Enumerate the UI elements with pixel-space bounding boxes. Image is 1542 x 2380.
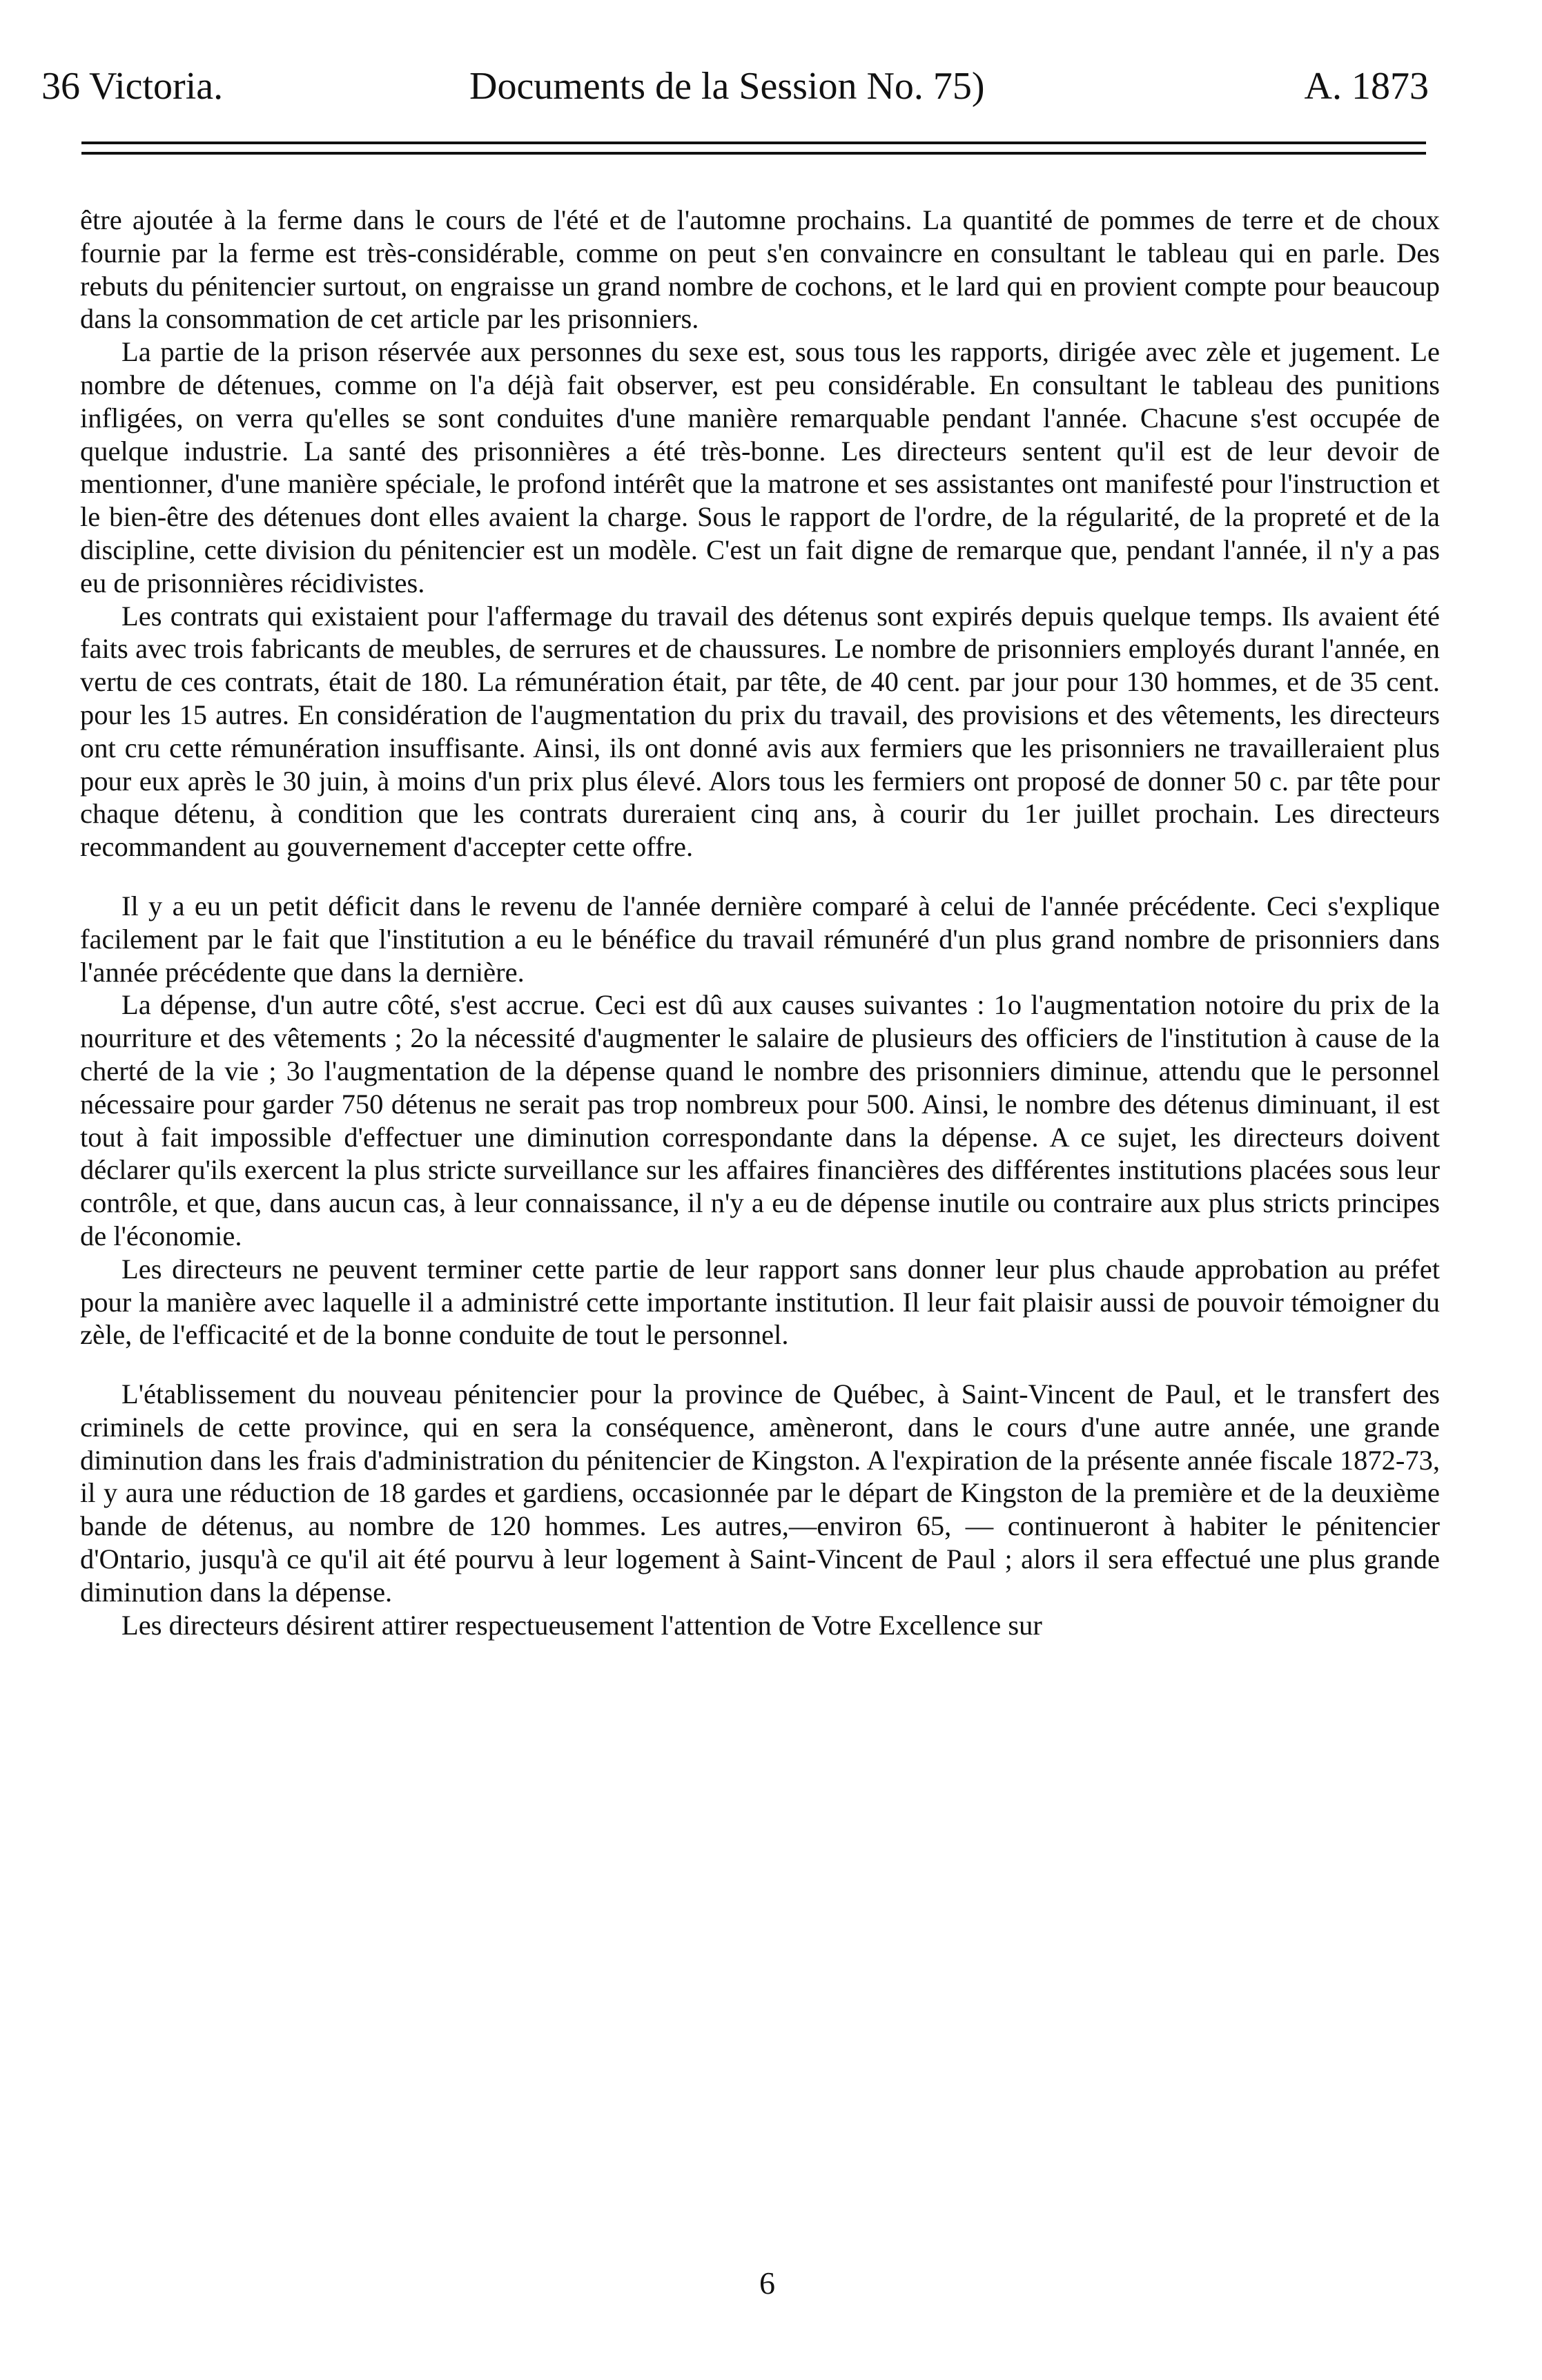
paragraph: L'établissement du nouveau pénitencier pour la province de Québec, à Saint-Vincent de Paul, et le transfert des criminels de cette province, qui en sera la conséquence, amèneront, dans le cours d'une autre année, une grande diminution dans les frais d'administration du pénitencier de Kingston. A l'expiration de la présente année fiscale 1872-73, il y aura une réduction de 18 gardes et gardiens, occasionnée par le départ de Kingston de la première et de la deuxième bande de détenus, au nombre de 120 hommes. Les autres,—environ 65, — continueront à habiter le pénitencier d'Ontario, jusqu'à ce qu'il ait été pourvu à leur logement à Saint-Vincent de Paul ; alors il sera effectué une plus grande diminution dans la dépense.	[80, 1378, 1440, 1608]
header-year: A. 1873	[1304, 65, 1429, 108]
header-rule-top	[81, 142, 1426, 144]
header-rule-bottom	[81, 152, 1426, 155]
paragraph: Les directeurs désirent attirer respectueusement l'attention de Votre Excellence sur	[121, 1609, 1042, 1641]
paragraph: La dépense, d'un autre côté, s'est accrue. Ceci est dû aux causes suivantes : 1o l'augmentation notoire du prix de la nourriture et des vêtements ; 2o la nécessité d'augmenter le salaire de plusieurs des officiers de l'institution à cause de la cherté de la vie ; 3o l'augmentation de la dépense quand le nombre des prisonniers diminue, attendu que le personnel nécessaire pour garder 750 détenus ne serait pas trop nombreux pour 500. Ainsi, le nombre des détenus diminuant, il est tout à fait impossible d'effectuer une diminution correspondante dans la dépense. A ce sujet, les directeurs doivent déclarer qu'ils exercent la plus stricte surveillance sur les affaires financières des différentes institutions placées sous leur contrôle, et que, dans aucun cas, à leur connaissance, il n'y a eu de dépense inutile ou contraire aux plus stricts principes de l'économie.	[80, 989, 1440, 1251]
paragraph: Les directeurs ne peuvent terminer cette partie de leur rapport sans donner leur plus chaude approbation au préfet pour la manière avec laquelle il a administré cette importante institution. Il leur fait plaisir aussi de pouvoir témoigner du zèle, de l'efficacité et de la bonne conduite de tout le personnel.	[80, 1253, 1440, 1351]
page-number: 6	[759, 2265, 775, 2301]
paragraph: Il y a eu un petit déficit dans le revenu de l'année dernière comparé à celui de l'année précédente. Ceci s'explique facilement par le fait que l'institution a eu le bénéfice du travail rémunéré d'un plus grand nombre de prisonniers dans l'année précédente que dans la dernière.	[80, 890, 1440, 988]
paragraph: Les contrats qui existaient pour l'affermage du travail des détenus sont expirés depuis quelque temps. Ils avaient été faits avec trois fabricants de meubles, de serrures et de chaussures. Le nombre de prisonniers employés durant l'année, en vertu de ces contrats, était de 180. La rémunération était, par tête, de 40 cent. par jour pour 130 hommes, et de 35 cent. pour les 15 autres. En considération de l'augmentation du prix du travail, des provisions et des vêtements, les directeurs ont cru cette rémunération insuffisante. Ainsi, ils ont donné avis aux fermiers que les prisonniers ne travailleraient plus pour eux après le 30 juin, à moins d'un prix plus élevé. Alors tous les fermiers ont proposé de donner 50 c. par tête pour chaque détenu, à condition que les contrats dureraient cinq ans, à courir du 1er juillet prochain. Les directeurs recommandent au gouvernement d'accepter cette offre.	[80, 600, 1440, 863]
paragraph: La partie de la prison réservée aux personnes du sexe est, sous tous les rapports, dirigée avec zèle et jugement. Le nombre de détenues, comme on l'a déjà fait observer, est peu considérable. En consultant le tableau des punitions infligées, on verra qu'elles se sont conduites d'une manière remarquable pendant l'année. Chacune s'est occupée de quelque industrie. La santé des prisonnières a été très-bonne. Les directeurs sentent qu'il est de leur devoir de mentionner, d'une manière spéciale, le profond intérêt que la matrone et ses assistantes ont manifesté pour l'instruction et le bien-être des détenues dont elles avaient la charge. Sous le rapport de l'ordre, de la régularité, de la propreté et de la discipline, cette division du pénitencier est un modèle. C'est un fait digne de remarque que, pendant l'année, il n'y a pas eu de prisonnières récidivistes.	[80, 336, 1440, 598]
header-volume: 36 Victoria.	[41, 65, 224, 108]
body-text	[80, 204, 1440, 1641]
header-document-title: Documents de la Session No. 75)	[469, 65, 985, 108]
paragraph: être ajoutée à la ferme dans le cours de l'été et de l'automne prochains. La quantité de pommes de terre et de choux fournie par la ferme est très-considérable, comme on peut s'en convaincre en consultant le tableau qui en parle. Des rebuts du pénitencier surtout, on engraisse un grand nombre de cochons, et le lard qui en provient compte pour beaucoup dans la consommation de cet article par les prisonniers.	[80, 204, 1440, 335]
running-header	[41, 62, 1429, 110]
